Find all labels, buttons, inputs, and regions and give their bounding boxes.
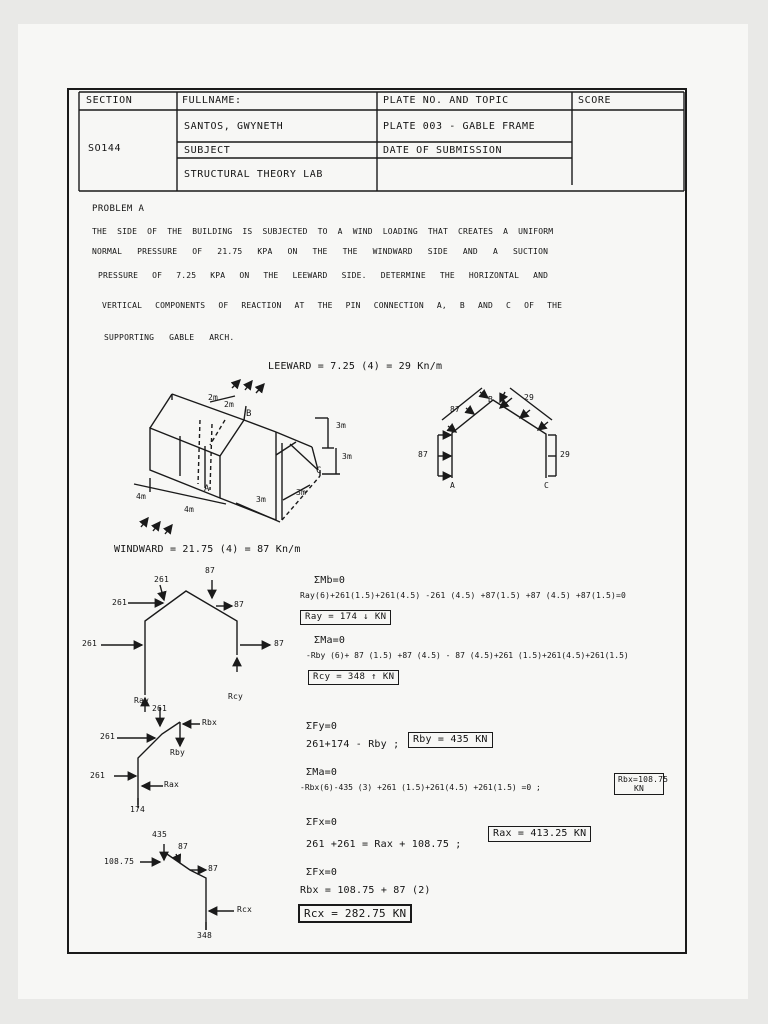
dim-3m-c: 3m [256, 495, 267, 504]
subject-value: STRUCTURAL THEORY LAB [184, 169, 324, 180]
eq-sum-mb: ΣMb=0 [314, 575, 346, 586]
eq-fx-expr: 261 +261 = Rax + 108.75 ; [306, 839, 462, 850]
leeward-label: LEEWARD = 7.25 (4) = 29 Kn/m [268, 361, 443, 372]
result-rcx: Rcx = 282.75 KN [298, 904, 412, 923]
building-point-c: C [316, 466, 322, 476]
plate-border [67, 88, 687, 954]
fbd-left-261-mid: 261 [100, 732, 116, 741]
eq-moment-a: -Rby (6)+ 87 (1.5) +87 (4.5) - 87 (4.5)+261 (1.5)+261(4.5)+261(1.5) [306, 651, 629, 660]
eq-moment-b: Ray(6)+261(1.5)+261(4.5) -261 (4.5) +87(1.5) +87 (4.5) +87(1.5)=0 [300, 591, 627, 600]
fbd-full-87-top: 87 [205, 566, 216, 575]
windward-label: WINDWARD = 21.75 (4) = 87 Kn/m [114, 544, 301, 555]
fbd-right-348: 348 [197, 931, 213, 940]
fullname-label: FULLNAME: [182, 95, 242, 106]
problem-line-4: VERTICAL COMPONENTS OF REACTION AT THE PIN CONNECTION A, B AND C OF THE [102, 301, 563, 310]
fbd-left-261-wall: 261 [90, 771, 106, 780]
eq-sum-ma: ΣMa=0 [314, 635, 346, 646]
problem-title: PROBLEM A [92, 204, 145, 214]
result-ray: Ray = 174 ↓ KN [300, 610, 391, 625]
plate-value: PLATE 003 - GABLE FRAME [383, 121, 536, 132]
score-label: SCORE [578, 95, 612, 106]
eq-moment-a-2: -Rbx(6)-435 (3) +261 (1.5)+261(4.5) +261(1.5) =0 ; [300, 783, 541, 792]
load-point-b: B [488, 395, 494, 404]
fbd-left-rby: Rby [170, 748, 186, 757]
dim-4m-a: 4m [136, 492, 147, 501]
eq-sum-fx: ΣFx=0 [306, 817, 338, 828]
section-value: SO144 [88, 143, 122, 154]
load-87-wall: 87 [418, 450, 429, 459]
load-point-a: A [450, 481, 456, 490]
fbd-left-rbx: Rbx [202, 718, 218, 727]
dim-3m-a: 3m [336, 421, 347, 430]
fbd-left-261-top: 261 [152, 704, 168, 713]
fbd-full-87-wall: 87 [274, 639, 285, 648]
fbd-right-87-mid: 87 [208, 864, 219, 873]
fbd-full-261-left: 261 [112, 598, 128, 607]
date-label: DATE OF SUBMISSION [383, 145, 503, 156]
fbd-full-87-right: 87 [234, 600, 245, 609]
result-rax: Rax = 413.25 KN [488, 826, 591, 842]
load-point-c: C [544, 481, 550, 490]
fbd-right-435: 435 [152, 830, 168, 839]
section-label: SECTION [86, 95, 133, 106]
problem-line-3: PRESSURE OF 7.25 KPA ON THE LEEWARD SIDE. DETERMINE THE HORIZONTAL AND [98, 271, 549, 280]
fbd-full-rcy: Rcy [228, 692, 244, 701]
fullname-value: SANTOS, GWYNETH [184, 121, 284, 132]
fbd-right-10875: 108.75 [104, 857, 135, 866]
dim-2m-a: 2m [208, 393, 219, 402]
fbd-full-261-wall: 261 [82, 639, 98, 648]
eq-sum-fx-2: ΣFx=0 [306, 867, 338, 878]
problem-line-2: NORMAL PRESSURE OF 21.75 KPA ON THE THE WINDWARD SIDE AND A SUCTION [92, 247, 549, 256]
load-29-roof: 29 [524, 393, 535, 402]
result-rbx: Rbx=108.75 KN [614, 773, 664, 795]
fbd-full-ray: Ray [134, 696, 150, 705]
building-point-b: B [246, 409, 252, 419]
eq-rbx-expr: Rbx = 108.75 + 87 (2) [300, 885, 431, 896]
fbd-right-87-top: 87 [178, 842, 189, 851]
eq-sum-ma-2: ΣMa=0 [306, 767, 338, 778]
dim-4m-b: 4m [184, 505, 195, 514]
dim-3m-b: 3m [342, 452, 353, 461]
result-rcy: Rcy = 348 ↑ KN [308, 670, 399, 685]
dim-2m-b: 2m [224, 400, 235, 409]
plate-label: PLATE NO. AND TOPIC [383, 95, 509, 106]
load-87-roof: 87 [450, 405, 461, 414]
fbd-full-261-top: 261 [154, 575, 170, 584]
fbd-right-rcx: Rcx [237, 905, 253, 914]
problem-line-1: THE SIDE OF THE BUILDING IS SUBJECTED TO A WIND LOADING THAT CREATES A UNIFORM [92, 227, 554, 236]
eq-sum-fy: ΣFy=0 [306, 721, 338, 732]
fbd-left-rax: Rax [164, 780, 180, 789]
dim-3m-d: 3m [296, 488, 307, 497]
subject-label: SUBJECT [184, 145, 231, 156]
load-29-wall: 29 [560, 450, 571, 459]
eq-fy-expr: 261+174 - Rby ; [306, 739, 400, 750]
fbd-left-174: 174 [130, 805, 146, 814]
result-rby: Rby = 435 KN [408, 732, 493, 748]
problem-line-5: SUPPORTING GABLE ARCH. [104, 333, 235, 342]
building-point-a: A [204, 484, 210, 494]
